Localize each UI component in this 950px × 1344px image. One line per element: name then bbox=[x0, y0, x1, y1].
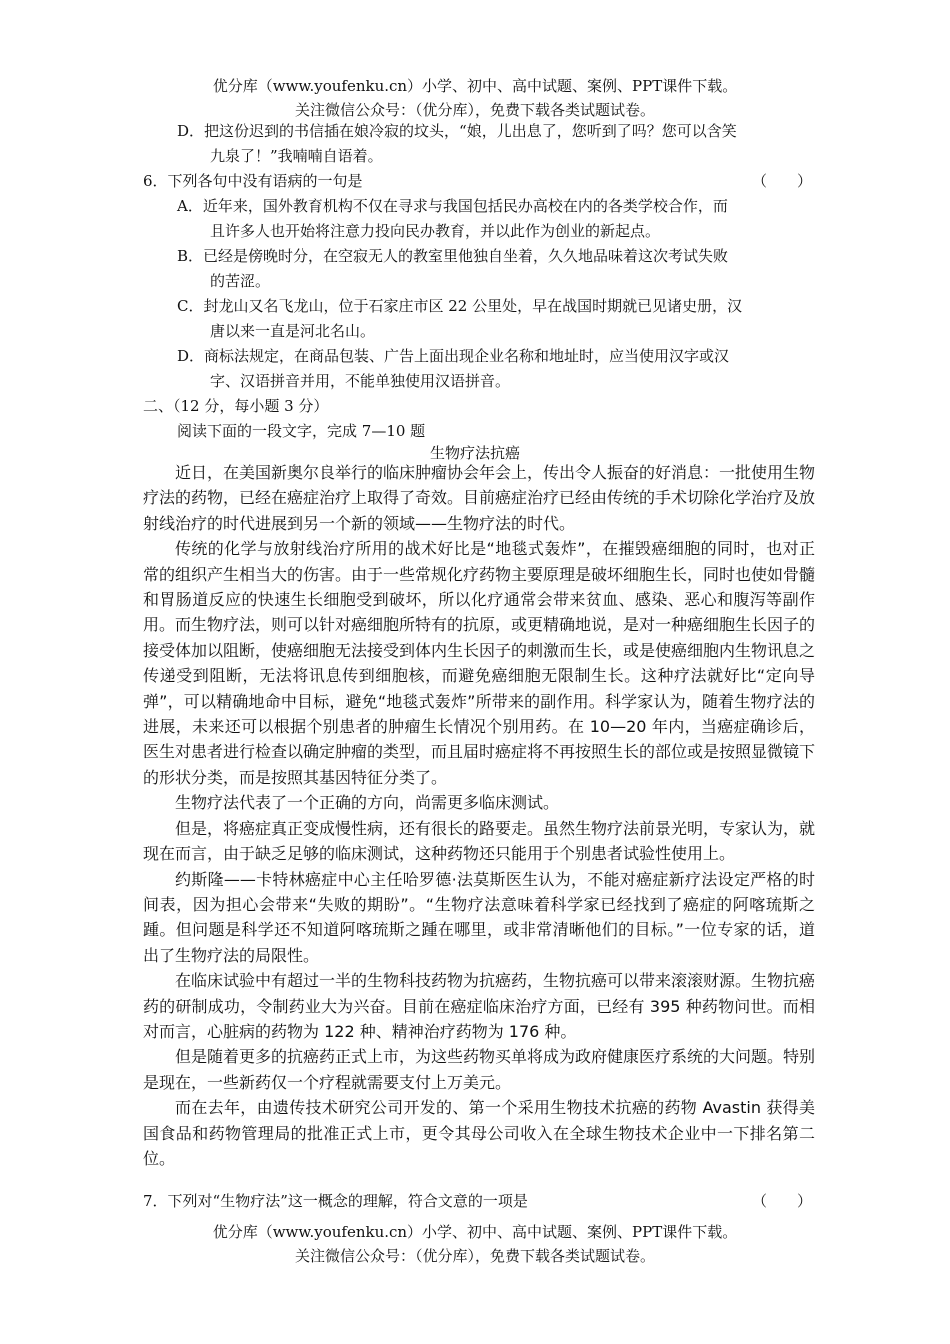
q6-option-b-line-1: B．已经是傍晚时分，在空寂无人的教室里他独自坐着，久久地品味着这次考试失败 bbox=[177, 247, 729, 265]
article-paragraph-5: 约斯隆——卡特林癌症中心主任哈罗德·法莫斯医生认为，不能对癌症新疗法设定严格的时间表，因为担心会带来“失败的期盼”。“生物疗法意味着科学家已经找到了癌症的阿喀琉斯之踵。但问题是科学还不知道阿喀琉斯之踵在哪里，或非常清晰他们的目标。”一位专家的话，道出了生物疗法的局限性。 bbox=[143, 869, 815, 965]
q6-option-a-line-2: 且许多人也开始将注意力投向民办教育，并以此作为创业的新起点。 bbox=[210, 222, 661, 240]
article-paragraph-2: 传统的化学与放射线治疗所用的战术好比是“地毯式轰炸”，在摧毁癌细胞的同时，也对正常的组织产生相当大的伤害。由于一些常规化疗药物主要原理是破坏细胞生长，同时也使如骨髓和胃肠道反应的快速生长细胞受到破坏，所以化疗通常会带来贫血、感染、恶心和腹泻等副作用。而生物疗法，则可以针对癌细胞所特有的抗原，或更精确地说，是对一种癌细胞生长因子的接受体加以阻断，使癌细胞无法接受到体内生长因子的刺激而生长，或是使癌细胞内生物讯息之传递受到阻断，无法将讯息传到细胞核，而避免癌细胞无限制生长。这种疗法就好比“定向导弹”，可以精确地命中目标，避免“地毯式轰炸”所带来的副作用。科学家认为，随着生物疗法的进展，未来还可以根据个别患者的肿瘤生长情况个别用药。在 10—20 年内，当癌症确诊后，医生对患者进行检查以确定肿瘤的类型，而且届时癌症将不再按照生长的部位或是按照显微镜下的形状分类，而是按照其基因特征分类了。 bbox=[143, 539, 816, 787]
article-title: 生物疗法抗癌 bbox=[429, 444, 520, 462]
article-paragraph-8: 而在去年，由遗传技术研究公司开发的、第一个采用生物技术抗癌的药物 Avastin 获得美国食品和药物管理局的批准正式上市，更令其母公司收入在全球生物技术企业中一下排名第二位。 bbox=[143, 1098, 815, 1168]
article-paragraph-1: 近日，在美国新奥尔良举行的临床肿瘤协会年会上，传出令人振奋的好消息：一批使用生物疗法的药物，已经在癌症治疗上取得了奇效。目前癌症治疗已经由传统的手术切除化学治疗及放射线治疗的时代进展到另一个新的领域——生物疗法的时代。 bbox=[143, 463, 816, 533]
footer-line-1: 优分库（www.youfenku.cn）小学、初中、高中试题、案例、PPT课件下载。 bbox=[212, 1223, 738, 1241]
q6-option-a-line-1: A．近年来，国外教育机构不仅在寻求与我国包括民办高校在内的各类学校合作，而 bbox=[177, 197, 728, 215]
q6-option-c-line-2: 唐以来一直是河北名山。 bbox=[210, 322, 376, 340]
q6-option-b-line-2: 的苦涩。 bbox=[210, 272, 271, 290]
article-paragraph-6: 在临床试验中有超过一半的生物科技药物为抗癌药，生物抗癌可以带来滚滚财源。生物抗癌药的研制成功，令制药业大为兴奋。目前在癌症临床治疗方面，已经有 395 种药物问世。而相对而言，心脏病的药物为 122 种、精神治疗药物为 176 种。 bbox=[143, 971, 816, 1041]
article-paragraph-3: 生物疗法代表了一个正确的方向，尚需更多临床测试。 bbox=[175, 793, 560, 813]
section-2-instruction: 阅读下面的一段文字，完成 7—10 题 bbox=[177, 422, 426, 440]
article-paragraph-4: 但是，将癌症真正变成慢性病，还有很长的路要走。虽然生物疗法前景光明，专家认为，就现在而言，由于缺乏足够的临床测试，这种药物还只能用于个别患者试验性使用上。 bbox=[143, 818, 816, 864]
q7-answer-paren: （ ） bbox=[752, 1192, 813, 1210]
q6-answer-paren: （ ） bbox=[752, 172, 813, 190]
q6-option-c-line-1: C．封龙山又名飞龙山，位于石家庄市区 22 公里处，早在战国时期就已见诸史册，汉 bbox=[177, 297, 743, 315]
article-paragraph-7: 但是随着更多的抗癌药正式上市，为这些药物买单将成为政府健康医疗系统的大问题。特别是现在，一些新药仅一个疗程就需要支付上万美元。 bbox=[143, 1047, 816, 1092]
header-line-1: 优分库（www.youfenku.cn）小学、初中、高中试题、案例、PPT课件下载。 bbox=[212, 77, 738, 95]
q7-stem: 7．下列对“生物疗法”这一概念的理解，符合文意的一项是 bbox=[143, 1192, 528, 1210]
q5-option-d-line-1: D．把这份迟到的书信插在娘冷寂的坟头，“娘，儿出息了，您听到了吗？您可以含笑 bbox=[177, 122, 737, 140]
q6-option-d-line-1: D．商标法规定，在商品包装、广告上面出现企业名称和地址时，应当使用汉字或汉 bbox=[177, 347, 730, 365]
q6-option-d-line-2: 字、汉语拼音并用，不能单独使用汉语拼音。 bbox=[210, 372, 511, 390]
section-2-heading: 二、（12 分，每小题 3 分） bbox=[143, 397, 329, 415]
q6-stem: 6．下列各句中没有语病的一句是 bbox=[143, 172, 363, 190]
header-line-2: 关注微信公众号：（优分库），免费下载各类试题试卷。 bbox=[294, 101, 655, 119]
footer-line-2: 关注微信公众号：（优分库），免费下载各类试题试卷。 bbox=[294, 1247, 655, 1265]
q5-option-d-line-2: 九泉了！”我喃喃自语着。 bbox=[210, 147, 383, 165]
article-body bbox=[143, 460, 815, 1171]
